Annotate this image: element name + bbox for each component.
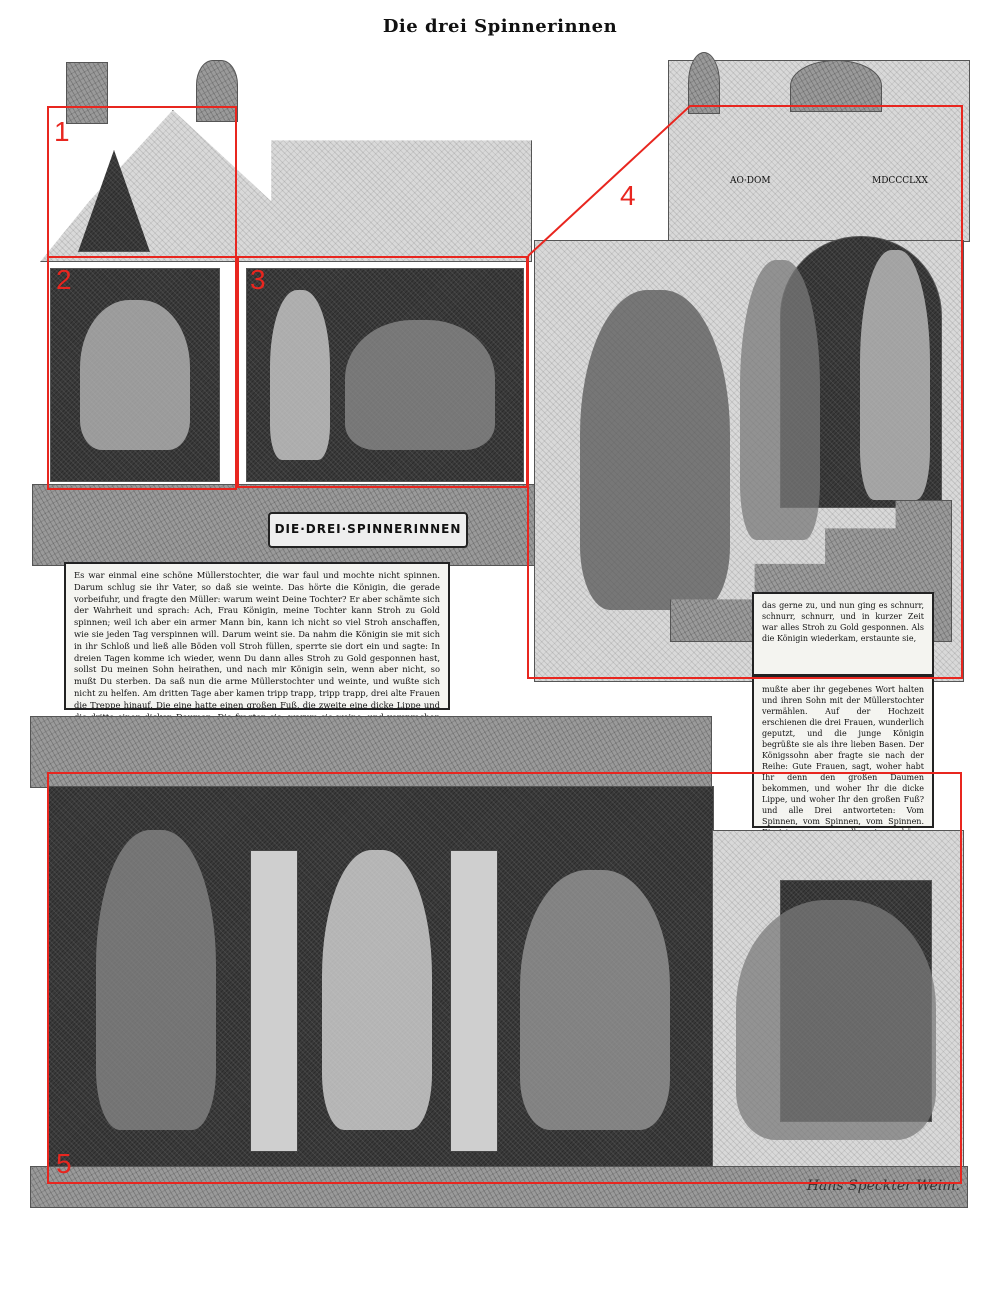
page-title: Die drei Spinnerinnen: [382, 16, 618, 37]
tower-inscription-right: MDCCCLXX: [872, 176, 928, 186]
tower-inscription-left: AO·DOM: [730, 176, 771, 186]
annotation-label-3: 3: [250, 264, 266, 295]
annotation-label-2: 2: [56, 264, 72, 295]
story-paragraph-right-bottom: mußte aber ihr gegebenes Wort halten und ihren Sohn mit der Müllerstochter vermählen. Auf der Hochzeit erschienen die drei Frauen, wunderlich geputzt, und die junge Königin begrüßte sie als ihre lieben Basen. Der Königssohn aber fragte sie nach der Reihe: Gute Frauen, sagt, woher habt Ihr denn den großen Daumen bekommen, und woher Ihr die dicke Lippe, und woher Ihr den großen Fuß? und alle Drei antworteten: Vom Spinnen, vom Spinnen, vom Spinnen.: [762, 685, 924, 826]
annotation-label-5: 5: [56, 1148, 72, 1179]
annotation-box-5: [47, 772, 962, 1184]
annotation-label-4: 4: [620, 180, 636, 211]
story-paragraph-right-top: das gerne zu, und nun ging es schnurr, schnurr, schnurr, und in kurzer Zeit war alles Stroh zu Gold gesponnen. Als die Königin wiederkam, erstaunte sie,: [762, 601, 924, 643]
story-title-banner: DIE·DREI·SPINNERINNEN: [268, 512, 468, 548]
artist-signature: Hans Speckter Weim.: [806, 1178, 960, 1194]
story-paragraph-left: Es war einmal eine schöne Müllerstochter, die war faul und mochte nicht spinnen. Darum schlug sie ihr Vater, so daß sie weinte. Das hörte die Königin, die gerade vorbeifuhr, und fragte den Müller: warum weint Deine Tochter? Er aber schämte sich der Wahrheit und sprach: Ach, Frau Königin, meine Tochter kann Stroh zu Gold spinnen; weil ich aber ein armer Mann bin, kann ich nicht so viel Stroh anschaffen, wie sie jeden Tag verspinnen will. Darum weint sie. Da nahm die Königin sie mit sich in ihr Schloß und ließ alle Böden voll Stroh füllen, sperrte sie dort ein und sagte: In dreien Tagen komme ich wieder, wenn Du dann alles Stroh zu Gold gesponnen hast, sollst Du meinen Sohn heirathen, und nach mir Königin sein, wenn aber nicht, so mußt Du sterben. Da saß nun die arme Müllerstochter und weinte, und wußte sich nicht zu helfen. Am dritten Tage aber kamen tripp trapp, tripp trapp, drei alte Frauen die Treppe hinauf. Die eine hatte einen großen Fuß, die zweite eine dicke Lippe und: [74, 570, 440, 710]
annotation-label-1: 1: [54, 116, 70, 147]
